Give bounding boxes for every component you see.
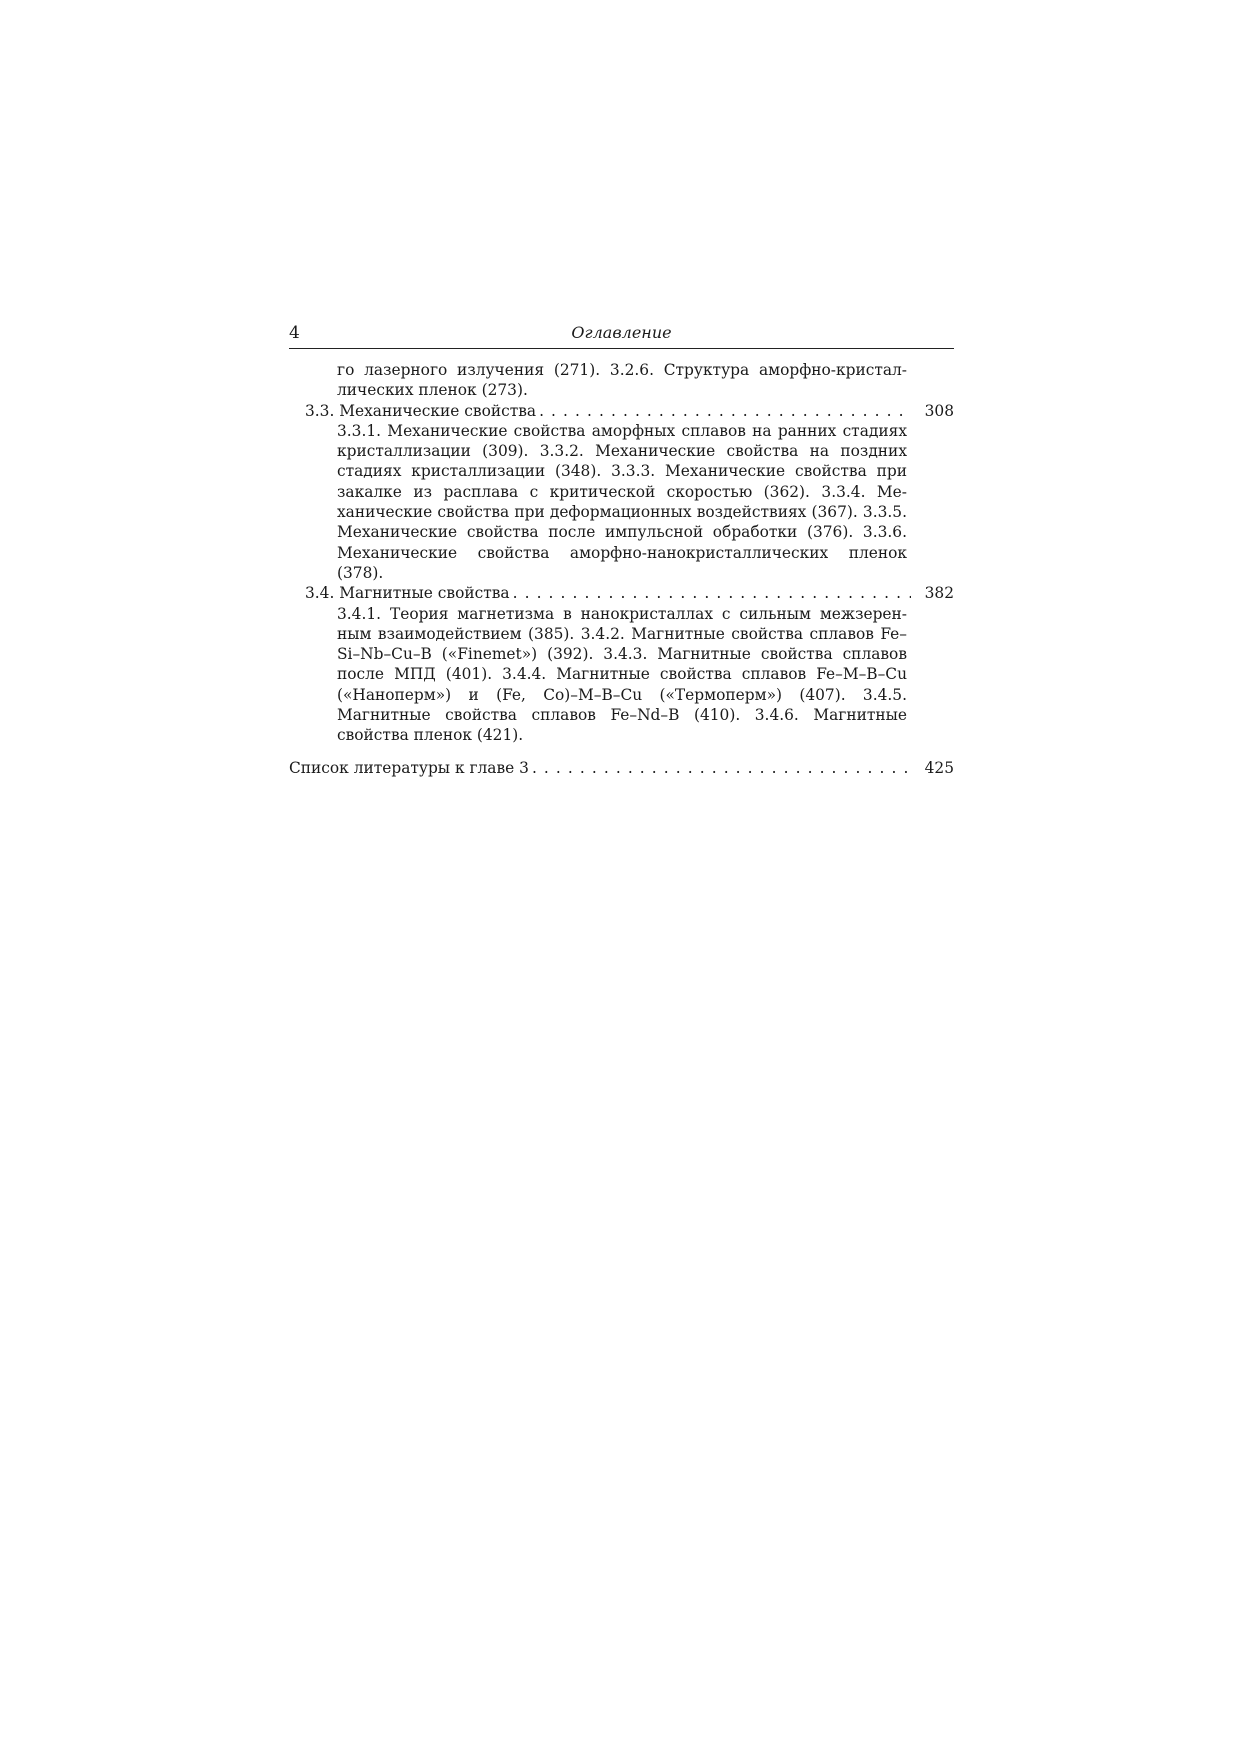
dot-leader <box>532 758 911 778</box>
toc-entry-title: Список литературы к главе 3 <box>289 758 529 777</box>
toc-entry-title: 3.4. Магнитные свойства <box>305 584 510 603</box>
dot-leader <box>539 401 911 421</box>
continued-subsections: го лазерного излучения (271). 3.2.6. Структура аморфно-кристаллических пленок (273). <box>337 361 907 400</box>
dot-leader <box>513 583 911 603</box>
toc-page <box>289 322 954 778</box>
toc-entry-3-3[interactable] <box>289 401 954 421</box>
subsection-list-3-3: 3.3.1. Механические свойства аморфных сплавов на ранних стадиях кристаллизации (309). 3.3.2. Механические свойства на поздних стадиях кристаллизации (348). 3.3.3. Механические свойства при закалке из расплава с критической скоростью (362). 3.3.4. Механические свойства при деформационных воздействиях (367). 3.3.5. Механические свойства после импульсной обработки (376). 3.3.6. Механические свойства аморфно-нанокристаллических пленок (378). <box>337 421 907 582</box>
table-of-contents <box>289 360 954 778</box>
page-number: 4 <box>289 323 300 343</box>
subsection-list-3-4: 3.4.1. Теория магнетизма в нанокристаллах с сильным межзеренным взаимодействием (385). 3.4.2. Магнитные свойства сплавов Fe–Si–Nb–Cu–B («Finemet») (392). 3.4.3. Магнитные свойства сплавов после МПД (401). 3.4.4. Магнитные свойства сплавов Fe–M–B–Cu («Наноперм») и (Fe, Co)–M–B–Cu («Термоперм») (407). 3.4.5. Магнитные свойства сплавов Fe–Nd–B (410). 3.4.6. Магнитные свойства пленок (421). <box>337 604 907 745</box>
toc-entry-page: 425 <box>924 758 954 777</box>
running-title: Оглавление <box>571 323 672 342</box>
running-head <box>289 322 954 349</box>
toc-entry-page: 382 <box>924 584 954 603</box>
toc-entry-page: 308 <box>924 401 954 420</box>
toc-entry-bibliography[interactable] <box>289 758 954 778</box>
toc-entry-title: 3.3. Механические свойства <box>305 401 537 420</box>
toc-entry-3-4[interactable] <box>289 583 954 603</box>
